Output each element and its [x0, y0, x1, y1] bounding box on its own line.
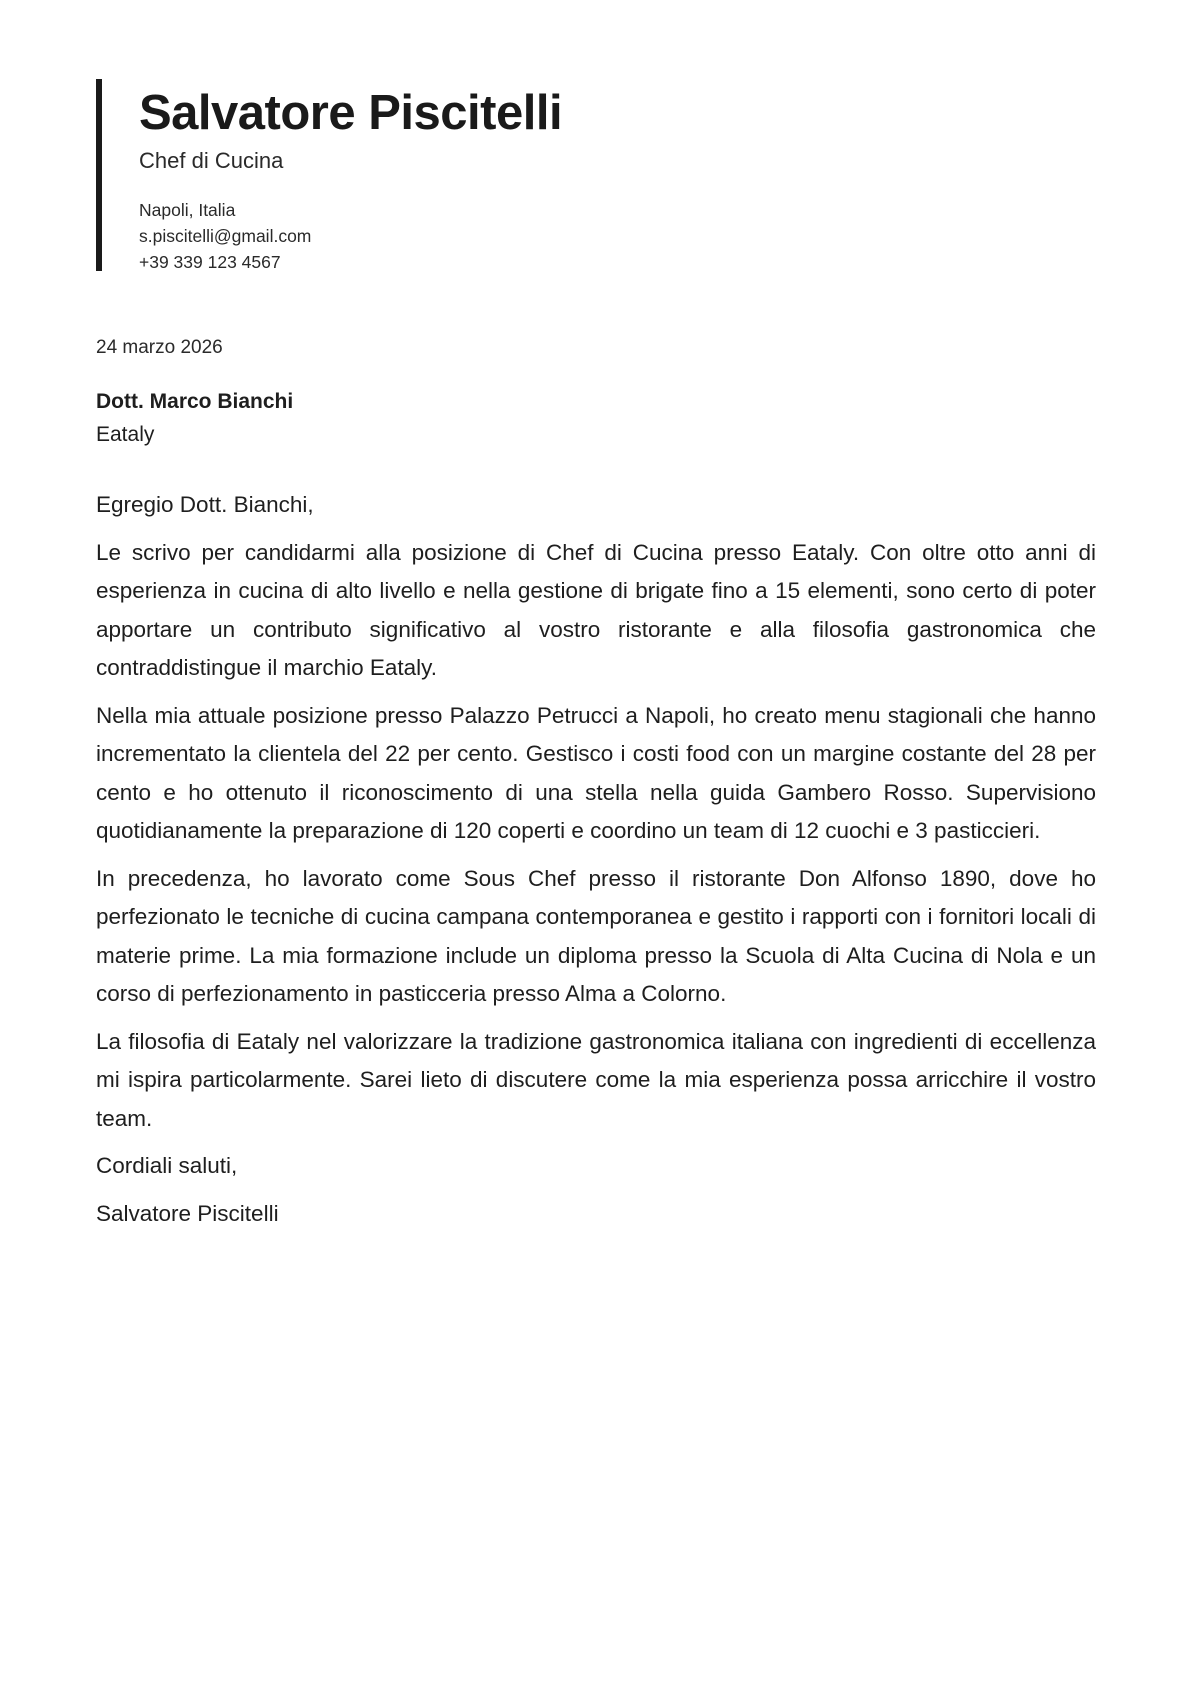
- recipient-name: Dott. Marco Bianchi: [96, 390, 294, 413]
- sender-contact: [139, 197, 311, 275]
- closing: Cordiali saluti,: [96, 1153, 238, 1178]
- recipient-block: [96, 385, 293, 451]
- sender-name: Salvatore Piscitelli: [139, 86, 563, 140]
- paragraph-3: In precedenza, ho lavorato come Sous Chef presso il ristorante Don Alfonso 1890, dove ho perfezionato le tecniche di cucina campana contemporanea e gestito i rapporti con i fornitori locali di materie prime. La mia formazione include un diploma presso la Scuola di Alta Cucina di Nola e un corso di perfezionamento in pasticceria presso Alma a Colorno.: [96, 865, 1096, 1006]
- sender-email: s.piscitelli@gmail.com: [139, 226, 312, 246]
- salutation: Egregio Dott. Bianchi,: [96, 492, 314, 517]
- recipient-company: Eataly: [96, 423, 155, 446]
- letter-date: 24 marzo 2026: [96, 337, 223, 358]
- signature: Salvatore Piscitelli: [96, 1200, 279, 1226]
- letter-body: [96, 486, 1096, 1242]
- paragraph-2: Nella mia attuale posizione presso Palazzo Petrucci a Napoli, ho creato menu stagionali che hanno incrementato la clientela del 22 per cento. Gestisco i costi food con un margine costante del 28 per cento e ho ottenuto il riconoscimento di una stella nella guida Gambero Rosso. Supervisiono quotidianamente la preparazione di 120 coperti e coordino un team di 12 cuochi e 3 pasticcieri.: [96, 702, 1096, 843]
- sender-phone: +39 339 123 4567: [139, 252, 281, 272]
- sender-role: Chef di Cucina: [139, 148, 284, 173]
- sender-location: Napoli, Italia: [139, 200, 236, 220]
- paragraph-1: Le scrivo per candidarmi alla posizione di Chef di Cucina presso Eataly. Con oltre otto anni di esperienza in cucina di alto livello e nella gestione di brigate fino a 15 elementi, sono certo di poter apportare un contributo significativo al vostro ristorante e alla filosofia gastronomica che contraddistingue il marchio Eataly.: [96, 539, 1096, 680]
- letter-header: [96, 79, 796, 271]
- paragraph-4: La filosofia di Eataly nel valorizzare la tradizione gastronomica italiana con ingredienti di eccellenza mi ispira particolarmente. Sarei lieto di discutere come la mia esperienza possa arricchire il vostro team.: [96, 1028, 1096, 1131]
